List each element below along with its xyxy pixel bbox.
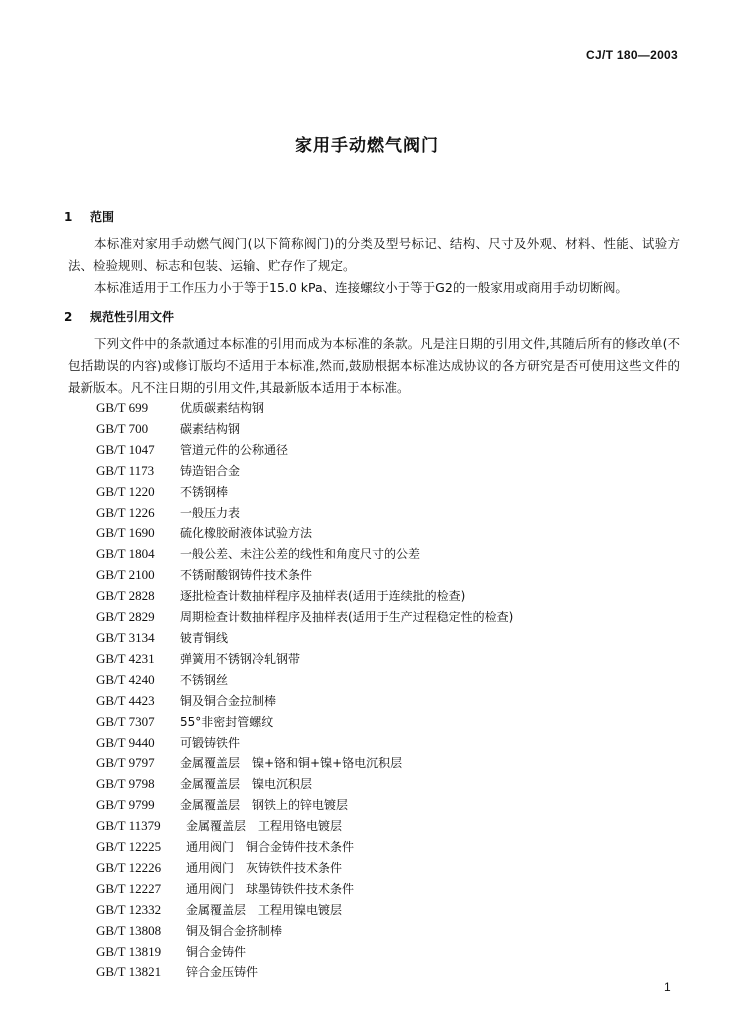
reference-title: 不锈钢棒 — [180, 484, 229, 499]
reference-item — [96, 607, 513, 628]
reference-item — [96, 858, 513, 879]
section-number: 1 — [64, 210, 73, 224]
reference-title: 一般压力表 — [180, 505, 241, 520]
reference-code: GB/T 2100 — [96, 567, 155, 583]
reference-title: 铍青铜线 — [180, 630, 229, 645]
reference-item — [96, 586, 513, 607]
reference-title: 优质碳素结构钢 — [180, 401, 265, 415]
reference-title: 铜及铜合金挤制棒 — [186, 923, 283, 938]
section-title: 规范性引用文件 — [90, 310, 175, 324]
reference-item — [96, 942, 513, 963]
reference-title: 硫化橡胶耐液体试验方法 — [180, 526, 313, 541]
reference-title: 周期检查计数抽样程序及抽样表(适用于生产过程稳定性的检查) — [180, 610, 514, 625]
reference-item — [96, 628, 513, 649]
reference-item — [96, 816, 513, 837]
section-number: 2 — [64, 310, 73, 324]
reference-title: 逐批检查计数抽样程序及抽样表(适用于连续批的检查) — [180, 589, 466, 604]
reference-title: 铜及铜合金拉制棒 — [180, 693, 277, 708]
reference-code: GB/T 7307 — [96, 713, 155, 729]
reference-title: 金属覆盖层 工程用铬电镀层 — [186, 819, 343, 834]
reference-title: 通用阀门 灰铸铁件技术条件 — [186, 860, 343, 875]
reference-code: GB/T 1690 — [96, 525, 155, 541]
reference-code: GB/T 12226 — [96, 859, 162, 875]
reference-code: GB/T 699 — [96, 400, 149, 415]
reference-item — [96, 419, 513, 440]
reference-item — [96, 753, 513, 774]
reference-item — [96, 795, 513, 816]
reference-title: 锌合金压铸件 — [186, 965, 259, 980]
reference-item — [96, 921, 513, 942]
reference-title: 管道元件的公称通径 — [180, 442, 289, 457]
reference-code: GB/T 13808 — [96, 922, 162, 938]
reference-code: GB/T 4423 — [96, 692, 155, 708]
reference-code: GB/T 2828 — [96, 588, 155, 604]
reference-title: 一般公差、未注公差的线性和角度尺寸的公差 — [180, 547, 421, 562]
scope-paragraph-2: 本标准适用于工作压力小于等于15.0 kPa、连接螺纹小于等于G2的一般家用或商用手动切断阀。 — [94, 280, 628, 295]
reference-code: GB/T 13821 — [96, 964, 162, 980]
page-number: 1 — [664, 980, 671, 994]
reference-item — [96, 544, 513, 565]
reference-code: GB/T 2829 — [96, 609, 155, 625]
reference-code: GB/T 12332 — [96, 901, 162, 917]
reference-code: GB/T 12227 — [96, 880, 162, 896]
reference-title: 铜合金铸件 — [186, 944, 247, 959]
reference-item — [96, 523, 513, 544]
reference-title: 55°非密封管螺纹 — [180, 714, 274, 729]
reference-title: 通用阀门 球墨铸铁件技术条件 — [186, 881, 355, 896]
reference-code: GB/T 13819 — [96, 943, 162, 959]
reference-code: GB/T 9440 — [96, 734, 155, 750]
reference-title: 不锈钢丝 — [180, 672, 229, 687]
section-title: 范围 — [90, 210, 115, 224]
reference-code: GB/T 1226 — [96, 504, 155, 520]
references-intro-paragraph: 下列文件中的条款通过本标准的引用而成为本标准的条款。凡是注日期的引用文件,其随后所有的修改单(不包括勘误的内容)或修订版均不适用于本标准,然而,鼓励根据本标准达成协议的各方研究是否可使用这些文件的最新版本。凡不注日期的引用文件,其最新版本适用于本标准。 — [68, 336, 680, 395]
reference-item — [96, 565, 513, 586]
reference-title: 铸造铝合金 — [180, 463, 241, 478]
reference-item — [96, 774, 513, 795]
reference-title: 不锈耐酸钢铸件技术条件 — [180, 568, 313, 583]
reference-code: GB/T 9799 — [96, 797, 155, 813]
reference-title: 通用阀门 铜合金铸件技术条件 — [186, 840, 355, 855]
reference-item — [96, 503, 513, 524]
reference-code: GB/T 1804 — [96, 546, 155, 562]
reference-item — [96, 482, 513, 503]
reference-title: 金属覆盖层 工程用镍电镀层 — [186, 902, 343, 917]
reference-item — [96, 670, 513, 691]
reference-code: GB/T 9797 — [96, 755, 155, 771]
reference-code: GB/T 12225 — [96, 839, 162, 855]
reference-title: 弹簧用不锈钢冷轧钢带 — [180, 651, 301, 666]
reference-code: GB/T 1047 — [96, 441, 155, 457]
reference-item — [96, 962, 513, 983]
reference-code: GB/T 1220 — [96, 483, 155, 499]
reference-list — [96, 398, 513, 983]
section-heading-scope — [64, 208, 114, 225]
reference-item — [96, 398, 513, 419]
reference-item — [96, 837, 513, 858]
reference-item — [96, 712, 513, 733]
reference-title: 金属覆盖层 钢铁上的锌电镀层 — [180, 798, 349, 813]
reference-code: GB/T 4240 — [96, 671, 155, 687]
reference-code: GB/T 700 — [96, 420, 149, 436]
reference-item — [96, 900, 513, 921]
reference-item — [96, 461, 513, 482]
reference-item — [96, 733, 513, 754]
reference-item — [96, 691, 513, 712]
document-title: 家用手动燃气阀门 — [295, 136, 439, 156]
standard-code: CJ/T 180—2003 — [586, 48, 678, 62]
reference-code: GB/T 9798 — [96, 776, 155, 792]
reference-title: 金属覆盖层 镍电沉积层 — [180, 777, 313, 792]
reference-code: GB/T 1173 — [96, 462, 155, 478]
reference-item — [96, 649, 513, 670]
reference-title: 金属覆盖层 镍+铬和铜+镍+铬电沉积层 — [180, 756, 403, 771]
reference-code: GB/T 4231 — [96, 650, 155, 666]
reference-code: GB/T 11379 — [96, 818, 161, 834]
reference-code: GB/T 3134 — [96, 629, 155, 645]
reference-item — [96, 879, 513, 900]
scope-paragraph-1: 本标准对家用手动燃气阀门(以下简称阀门)的分类及型号标记、结构、尺寸及外观、材料、性能、试验方法、检验规则、标志和包装、运输、贮存作了规定。 — [68, 236, 680, 273]
reference-title: 可锻铸铁件 — [180, 735, 241, 750]
reference-title: 碳素结构钢 — [180, 421, 241, 436]
reference-item — [96, 440, 513, 461]
section-heading-normative-references — [64, 308, 174, 325]
